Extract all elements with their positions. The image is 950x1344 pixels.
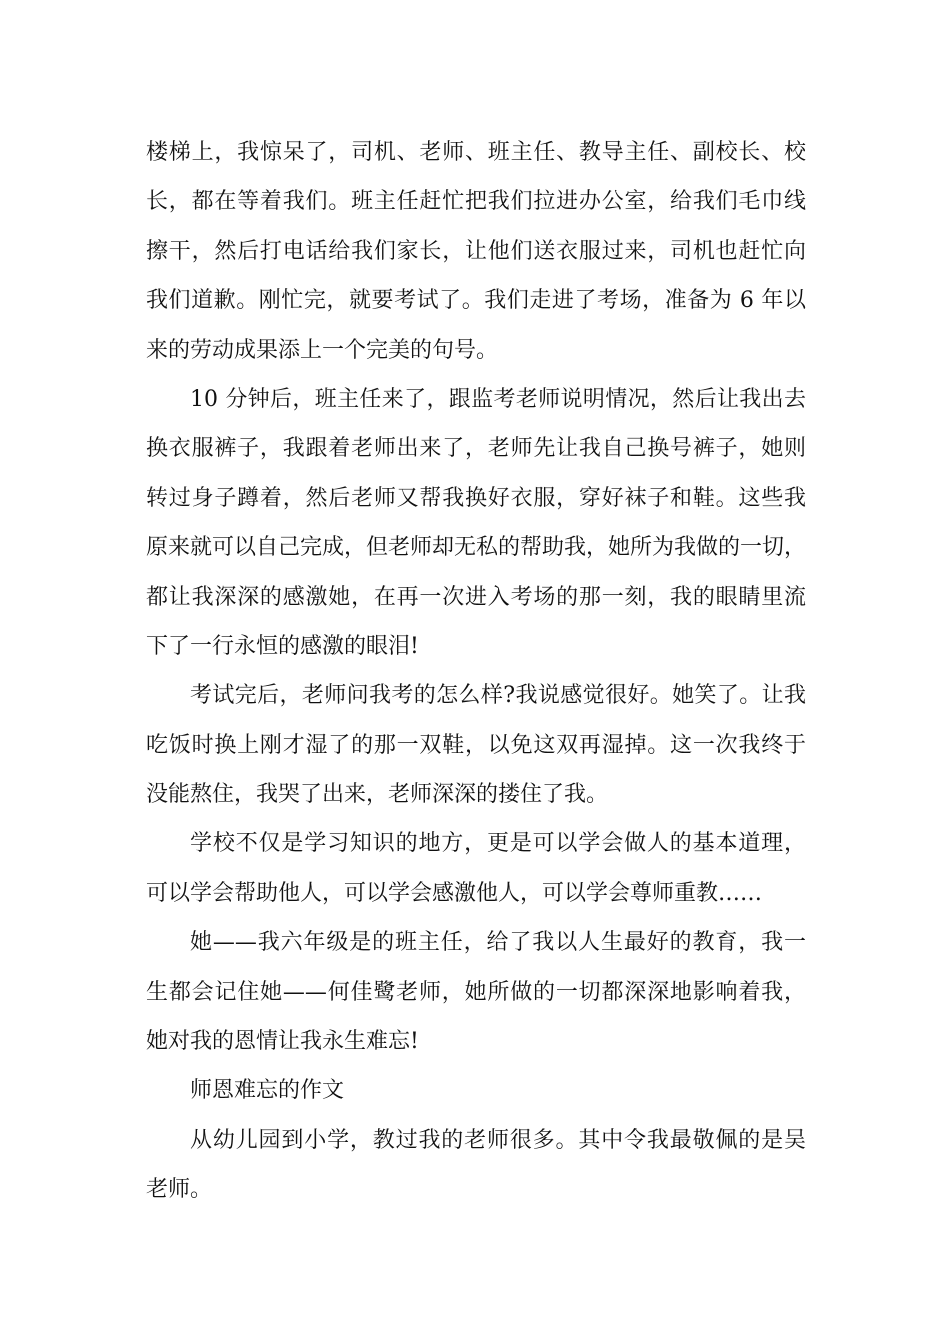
text-line: 她——我六年级是的班主任，给了我以人生最好的教育，我一 xyxy=(190,930,806,956)
text-line: 学校不仅是学习知识的地方，更是可以学会做人的基本道理， xyxy=(190,831,806,857)
text-line: 换衣服裤子，我跟着老师出来了，老师先让我自己换号裤子，她则 xyxy=(146,436,806,462)
text-line: 来的劳动成果添上一个完美的句号。 xyxy=(146,337,499,363)
text-line: 考试完后，老师问我考的怎么样?我说感觉很好。她笑了。让我 xyxy=(190,683,806,709)
text-line: 原来就可以自己完成，但老师却无私的帮助我，她所为我做的一切， xyxy=(146,535,807,561)
text-line: 吃饭时换上刚才湿了的那一双鞋，以免这双再湿掉。这一次我终于 xyxy=(146,732,806,758)
text-line: 都让我深深的感激她，在再一次进入考场的那一刻，我的眼睛里流 xyxy=(146,584,806,610)
text-line: 老师。 xyxy=(146,1177,213,1203)
text-line: 从幼儿园到小学，教过我的老师很多。其中令我最敬佩的是吴 xyxy=(190,1127,806,1153)
text-line: 长，都在等着我们。班主任赶忙把我们拉进办公室，给我们毛巾线 xyxy=(146,189,806,215)
text-line: 可以学会帮助他人，可以学会感激他人，可以学会尊师重教…… xyxy=(146,880,763,906)
text-line: 没能熬住，我哭了出来，老师深深的搂住了我。 xyxy=(146,782,609,808)
section-heading: 师恩难忘的作文 xyxy=(190,1078,345,1104)
text-line: 10 分钟后，班主任来了，跟监考老师说明情况，然后让我出去 xyxy=(190,386,806,412)
text-line: 擦干，然后打电话给我们家长，让他们送衣服过来，司机也赶忙向 xyxy=(146,238,806,264)
text-line: 我们道歉。刚忙完，就要考试了。我们走进了考场，准备为 6 年以 xyxy=(146,288,806,314)
body-text xyxy=(146,128,806,1215)
text-line: 生都会记住她——何佳鹭老师，她所做的一切都深深地影响着我， xyxy=(146,979,806,1005)
text-line: 下了一行永恒的感激的眼泪! xyxy=(146,633,419,659)
text-line: 她对我的恩情让我永生难忘! xyxy=(146,1029,419,1055)
text-line: 楼梯上，我惊呆了，司机、老师、班主任、教导主任、副校长、校 xyxy=(146,140,806,165)
text-line: 转过身子蹲着，然后老师又帮我换好衣服，穿好袜子和鞋。这些我 xyxy=(146,485,806,511)
